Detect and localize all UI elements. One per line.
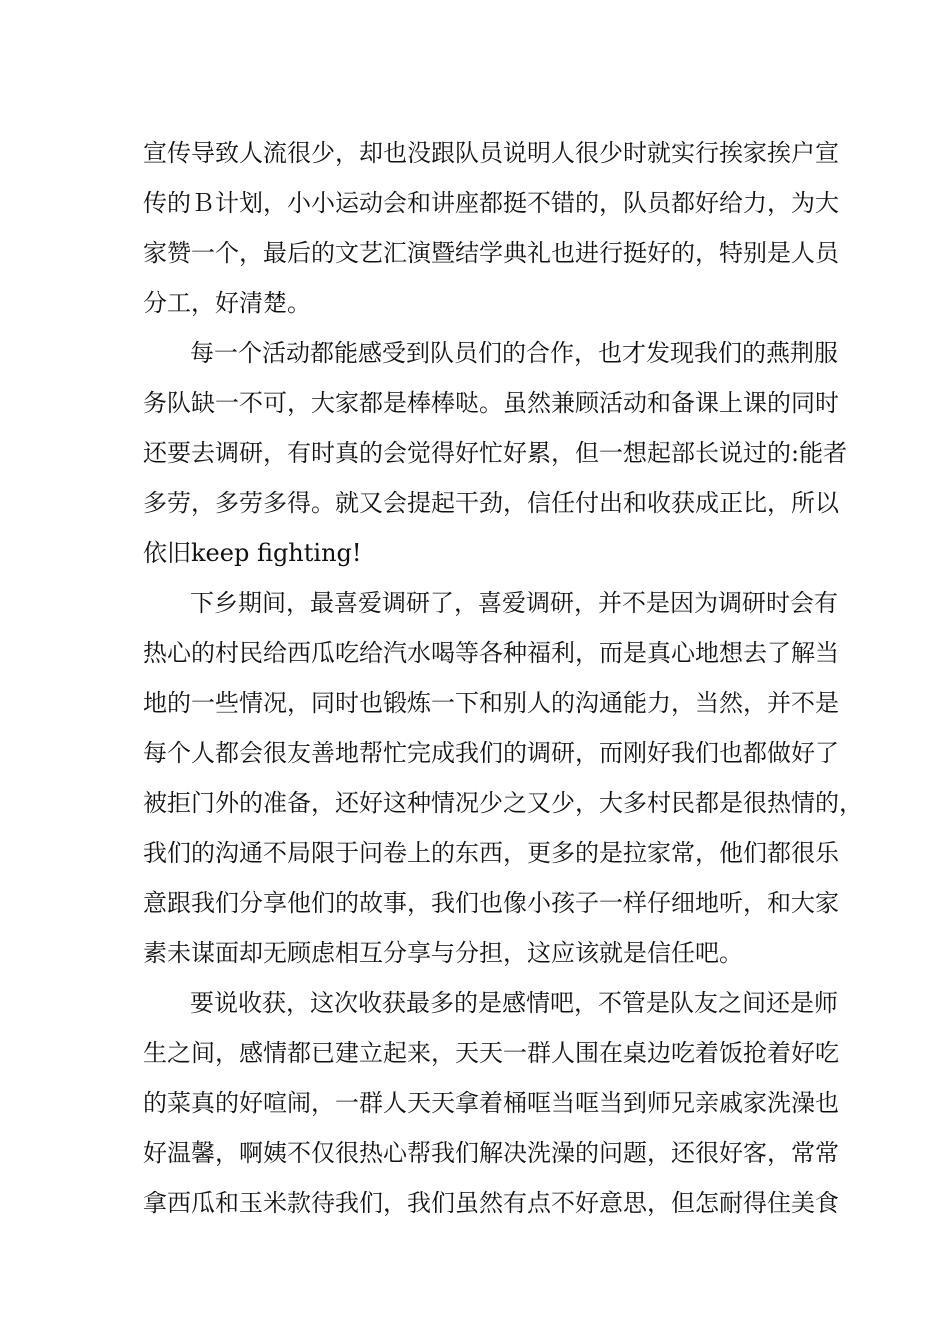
text-line: 热心的村民给西瓜吃给汽水喝等各种福利，而是真心地想去了解当 <box>143 639 839 667</box>
text-line: 素未谋面却无顾虑相互分享与分担，这应该就是信任吧。 <box>143 939 743 967</box>
text-line: 宣传导致人流很少，却也没跟队员说明人很少时就实行挨家挨户宣 <box>143 139 839 167</box>
text-line: 地的一些情况，同时也锻炼一下和别人的沟通能力，当然，并不是 <box>143 689 839 717</box>
text-line: 生之间，感情都已建立起来，天天一群人围在桌边吃着饭抢着好吃 <box>143 1039 839 1067</box>
text-line: 拿西瓜和玉米款待我们，我们虽然有点不好意思，但怎耐得住美食 <box>143 1189 839 1217</box>
text-line: 多劳，多劳多得。就又会提起干劲，信任付出和收获成正比，所以 <box>143 489 839 517</box>
paragraph-first-line: 下乡期间，最喜爱调研了，喜爱调研，并不是因为调研时会有 <box>190 589 838 617</box>
body-text <box>143 128 863 1228</box>
text-line: 我们的沟通不局限于问卷上的东西，更多的是拉家常，他们都很乐 <box>143 839 839 867</box>
text-line: 每个人都会很友善地帮忙完成我们的调研，而刚好我们也都做好了 <box>143 739 839 767</box>
text-line: 依旧keep fighting! <box>143 539 362 567</box>
text-line: 家赞一个，最后的文艺汇演暨结学典礼也进行挺好的，特别是人员 <box>143 239 839 267</box>
text-line: 的菜真的好喧闹，一群人天天拿着桶哐当哐当到师兄亲戚家洗澡也 <box>143 1089 839 1117</box>
text-line: 好温馨，啊姨不仅很热心帮我们解决洗澡的问题，还很好客，常常 <box>143 1139 839 1167</box>
text-line: 传的Ｂ计划，小小运动会和讲座都挺不错的，队员都好给力，为大 <box>143 189 839 217</box>
text-line: 意跟我们分享他们的故事，我们也像小孩子一样仔细地听，和大家 <box>143 889 839 917</box>
paragraph-first-line: 要说收获，这次收获最多的是感情吧，不管是队友之间还是师 <box>190 989 838 1017</box>
text-line: 务队缺一不可，大家都是棒棒哒。虽然兼顾活动和备课上课的同时 <box>143 389 839 417</box>
text-line: 被拒门外的准备，还好这种情况少之又少，大多村民都是很热情的， <box>143 789 863 817</box>
text-line: 分工，好清楚。 <box>143 289 311 317</box>
paragraph-first-line: 每一个活动都能感受到队员们的合作，也才发现我们的燕荆服 <box>190 339 838 367</box>
text-line: 还要去调研，有时真的会觉得好忙好累，但一想起部长说过的:能者 <box>143 439 848 467</box>
